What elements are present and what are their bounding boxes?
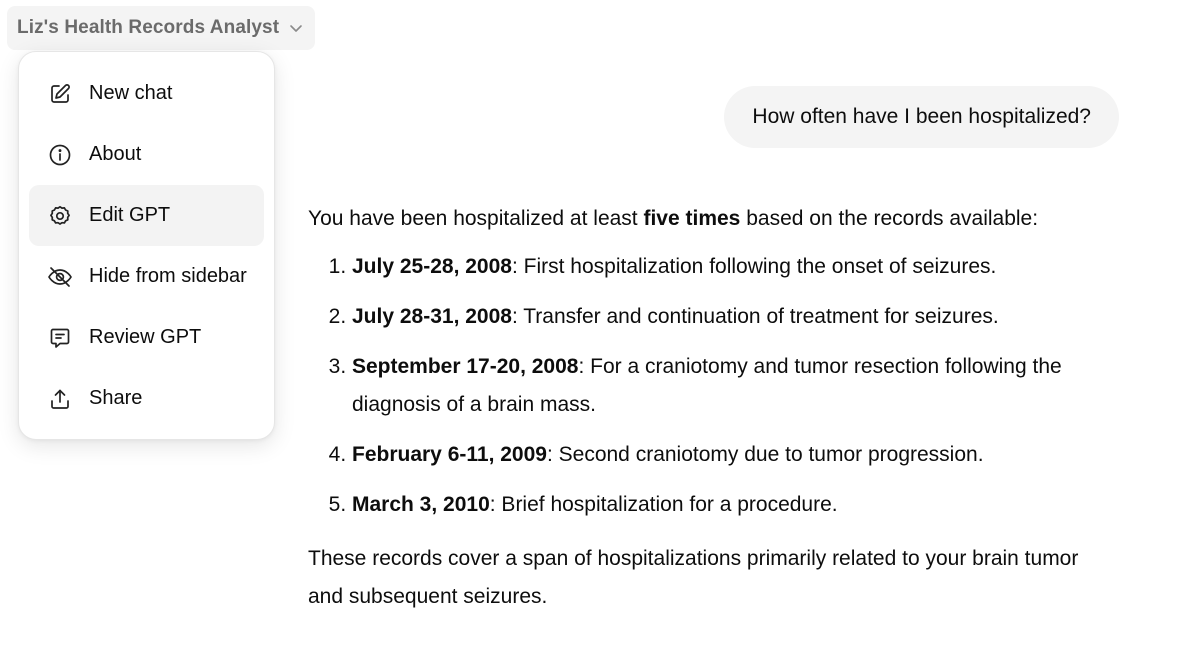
menu-item-label: New chat <box>89 82 173 104</box>
hospitalization-list <box>308 248 1108 524</box>
hospitalization-date: July 25-28, 2008 <box>352 255 512 278</box>
info-icon <box>47 142 73 168</box>
gpt-menu <box>18 51 275 440</box>
list-item <box>352 348 1108 424</box>
assistant-message <box>308 200 1108 616</box>
hospitalization-description: : For a craniotomy and tumor resection following the diagnosis of a brain mass. <box>352 355 1062 416</box>
answer-closing: These records cover a span of hospitalizations primarily related to your brain tumor and subsequent seizures. <box>308 547 1079 608</box>
menu-item-label: Review GPT <box>89 326 202 348</box>
list-item <box>352 486 1108 524</box>
menu-item-review-gpt[interactable] <box>29 307 264 368</box>
list-item <box>352 436 1108 474</box>
menu-item-hide-from-sidebar[interactable] <box>29 246 264 307</box>
gear-icon <box>47 203 73 229</box>
hospitalization-date: February 6-11, 2009 <box>352 443 547 466</box>
menu-item-label: Share <box>89 387 143 409</box>
menu-item-label: Hide from sidebar <box>89 265 247 287</box>
edit-icon <box>47 81 73 107</box>
eye-off-icon <box>47 264 73 290</box>
hospitalization-date: March 3, 2010 <box>352 493 490 516</box>
menu-item-label: Edit GPT <box>89 204 171 226</box>
chevron-down-icon <box>287 19 305 37</box>
list-item <box>352 248 1108 286</box>
hospitalization-description: : Second craniotomy due to tumor progression. <box>546 443 984 466</box>
menu-item-label: About <box>89 143 142 165</box>
hospitalization-description: : First hospitalization following the onset of seizures. <box>511 255 997 278</box>
gpt-name: Liz's Health Records Analyst <box>17 17 280 38</box>
hospitalization-date: September 17-20, 2008 <box>352 355 579 378</box>
gpt-selector-button[interactable] <box>7 6 315 50</box>
share-icon <box>47 386 73 412</box>
hospitalization-description: : Transfer and continuation of treatment for seizures. <box>511 305 999 328</box>
menu-item-new-chat[interactable] <box>29 63 264 124</box>
hospitalization-description: : Brief hospitalization for a procedure. <box>489 493 838 516</box>
hospitalization-date: July 28-31, 2008 <box>352 305 512 328</box>
menu-item-about[interactable] <box>29 124 264 185</box>
list-item <box>352 298 1108 336</box>
menu-item-share[interactable] <box>29 368 264 429</box>
review-icon <box>47 325 73 351</box>
answer-intro: You have been hospitalized at least five times based on the records available: <box>308 207 1039 230</box>
user-message: How often have I been hospitalized? <box>724 86 1119 148</box>
menu-item-edit-gpt[interactable] <box>29 185 264 246</box>
answer-intro-emphasis: five times <box>643 207 741 230</box>
